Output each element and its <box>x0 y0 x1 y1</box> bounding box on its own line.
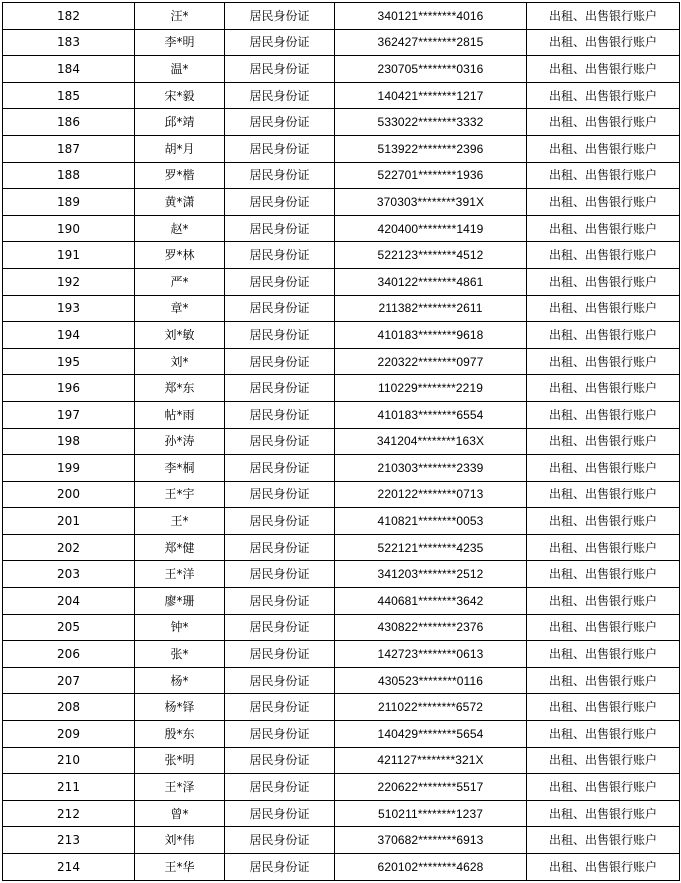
violation-reason: 出租、出售银行账户 <box>527 508 680 535</box>
violation-reason: 出租、出售银行账户 <box>527 800 680 827</box>
id-number: 341204********163X <box>335 428 527 455</box>
document-type: 居民身份证 <box>225 614 335 641</box>
table-row <box>3 348 680 375</box>
row-number: 198 <box>3 428 135 455</box>
violation-reason: 出租、出售银行账户 <box>527 109 680 136</box>
table-row <box>3 401 680 428</box>
person-name: 郑*健 <box>135 534 225 561</box>
document-type: 居民身份证 <box>225 641 335 668</box>
table-row <box>3 721 680 748</box>
id-number: 440681********3642 <box>335 588 527 615</box>
person-name: 曾* <box>135 800 225 827</box>
id-number: 370303********391X <box>335 189 527 216</box>
violation-reason: 出租、出售银行账户 <box>527 455 680 482</box>
row-number: 183 <box>3 29 135 56</box>
row-number: 214 <box>3 854 135 881</box>
document-type: 居民身份证 <box>225 322 335 349</box>
id-number: 140421********1217 <box>335 82 527 109</box>
row-number: 205 <box>3 614 135 641</box>
id-number: 430822********2376 <box>335 614 527 641</box>
person-name: 赵* <box>135 215 225 242</box>
document-type: 居民身份证 <box>225 588 335 615</box>
person-name: 王*宇 <box>135 481 225 508</box>
document-type: 居民身份证 <box>225 428 335 455</box>
table-row <box>3 827 680 854</box>
document-type: 居民身份证 <box>225 295 335 322</box>
violation-reason: 出租、出售银行账户 <box>527 774 680 801</box>
row-number: 199 <box>3 455 135 482</box>
person-name: 刘*敏 <box>135 322 225 349</box>
document-type: 居民身份证 <box>225 667 335 694</box>
row-number: 212 <box>3 800 135 827</box>
document-type: 居民身份证 <box>225 694 335 721</box>
person-name: 黄*潇 <box>135 189 225 216</box>
document-type: 居民身份证 <box>225 29 335 56</box>
person-name: 杨* <box>135 667 225 694</box>
id-number: 340121********4016 <box>335 3 527 30</box>
table-row <box>3 588 680 615</box>
id-number: 110229********2219 <box>335 375 527 402</box>
violation-reason: 出租、出售银行账户 <box>527 667 680 694</box>
id-number: 362427********2815 <box>335 29 527 56</box>
row-number: 209 <box>3 721 135 748</box>
records-table <box>2 2 680 881</box>
violation-reason: 出租、出售银行账户 <box>527 56 680 83</box>
id-number: 420400********1419 <box>335 215 527 242</box>
table-row <box>3 747 680 774</box>
id-number: 510211********1237 <box>335 800 527 827</box>
person-name: 王* <box>135 508 225 535</box>
table-row <box>3 268 680 295</box>
document-type: 居民身份证 <box>225 854 335 881</box>
table-row <box>3 135 680 162</box>
row-number: 182 <box>3 3 135 30</box>
document-type: 居民身份证 <box>225 534 335 561</box>
table-row <box>3 641 680 668</box>
row-number: 184 <box>3 56 135 83</box>
id-number: 421127********321X <box>335 747 527 774</box>
person-name: 王*洋 <box>135 561 225 588</box>
table-row <box>3 614 680 641</box>
id-number: 230705********0316 <box>335 56 527 83</box>
document-type: 居民身份证 <box>225 721 335 748</box>
violation-reason: 出租、出售银行账户 <box>527 215 680 242</box>
id-number: 430523********0116 <box>335 667 527 694</box>
document-type: 居民身份证 <box>225 82 335 109</box>
person-name: 郑*东 <box>135 375 225 402</box>
id-number: 410821********0053 <box>335 508 527 535</box>
person-name: 章* <box>135 295 225 322</box>
row-number: 195 <box>3 348 135 375</box>
id-number: 522701********1936 <box>335 162 527 189</box>
document-type: 居民身份证 <box>225 348 335 375</box>
id-number: 522121********4235 <box>335 534 527 561</box>
table-row <box>3 455 680 482</box>
id-number: 513922********2396 <box>335 135 527 162</box>
table-row <box>3 375 680 402</box>
table-row <box>3 481 680 508</box>
person-name: 杨*铎 <box>135 694 225 721</box>
document-type: 居民身份证 <box>225 561 335 588</box>
row-number: 204 <box>3 588 135 615</box>
row-number: 197 <box>3 401 135 428</box>
document-type: 居民身份证 <box>225 455 335 482</box>
document-type: 居民身份证 <box>225 481 335 508</box>
table-row <box>3 694 680 721</box>
person-name: 严* <box>135 268 225 295</box>
person-name: 王*华 <box>135 854 225 881</box>
id-number: 370682********6913 <box>335 827 527 854</box>
table-row <box>3 428 680 455</box>
violation-reason: 出租、出售银行账户 <box>527 135 680 162</box>
violation-reason: 出租、出售银行账户 <box>527 3 680 30</box>
person-name: 帖*雨 <box>135 401 225 428</box>
person-name: 殷*东 <box>135 721 225 748</box>
violation-reason: 出租、出售银行账户 <box>527 694 680 721</box>
person-name: 汪* <box>135 3 225 30</box>
document-type: 居民身份证 <box>225 800 335 827</box>
row-number: 190 <box>3 215 135 242</box>
document-type: 居民身份证 <box>225 242 335 269</box>
violation-reason: 出租、出售银行账户 <box>527 614 680 641</box>
violation-reason: 出租、出售银行账户 <box>527 481 680 508</box>
document-type: 居民身份证 <box>225 375 335 402</box>
row-number: 186 <box>3 109 135 136</box>
row-number: 189 <box>3 189 135 216</box>
violation-reason: 出租、出售银行账户 <box>527 854 680 881</box>
person-name: 罗*楷 <box>135 162 225 189</box>
violation-reason: 出租、出售银行账户 <box>527 268 680 295</box>
id-number: 142723********0613 <box>335 641 527 668</box>
row-number: 213 <box>3 827 135 854</box>
table-row <box>3 561 680 588</box>
table-row <box>3 242 680 269</box>
row-number: 208 <box>3 694 135 721</box>
row-number: 206 <box>3 641 135 668</box>
id-number: 620102********4628 <box>335 854 527 881</box>
person-name: 王*泽 <box>135 774 225 801</box>
violation-reason: 出租、出售银行账户 <box>527 242 680 269</box>
violation-reason: 出租、出售银行账户 <box>527 428 680 455</box>
row-number: 202 <box>3 534 135 561</box>
row-number: 210 <box>3 747 135 774</box>
row-number: 201 <box>3 508 135 535</box>
document-type: 居民身份证 <box>225 189 335 216</box>
row-number: 203 <box>3 561 135 588</box>
violation-reason: 出租、出售银行账户 <box>527 721 680 748</box>
id-number: 210303********2339 <box>335 455 527 482</box>
table-row <box>3 295 680 322</box>
document-type: 居民身份证 <box>225 774 335 801</box>
document-type: 居民身份证 <box>225 508 335 535</box>
table-row <box>3 82 680 109</box>
id-number: 211382********2611 <box>335 295 527 322</box>
person-name: 宋*毅 <box>135 82 225 109</box>
table-row <box>3 667 680 694</box>
document-type: 居民身份证 <box>225 162 335 189</box>
table-row <box>3 534 680 561</box>
id-number: 410183********9618 <box>335 322 527 349</box>
table-row <box>3 109 680 136</box>
id-number: 410183********6554 <box>335 401 527 428</box>
table-row <box>3 854 680 881</box>
violation-reason: 出租、出售银行账户 <box>527 162 680 189</box>
violation-reason: 出租、出售银行账户 <box>527 375 680 402</box>
table-row <box>3 800 680 827</box>
id-number: 341203********2512 <box>335 561 527 588</box>
table-row <box>3 3 680 30</box>
person-name: 刘*伟 <box>135 827 225 854</box>
violation-reason: 出租、出售银行账户 <box>527 588 680 615</box>
table-row <box>3 189 680 216</box>
id-number: 220122********0713 <box>335 481 527 508</box>
person-name: 钟* <box>135 614 225 641</box>
table-row <box>3 29 680 56</box>
row-number: 193 <box>3 295 135 322</box>
person-name: 罗*林 <box>135 242 225 269</box>
violation-reason: 出租、出售银行账户 <box>527 82 680 109</box>
violation-reason: 出租、出售银行账户 <box>527 534 680 561</box>
person-name: 温* <box>135 56 225 83</box>
table-row <box>3 56 680 83</box>
row-number: 187 <box>3 135 135 162</box>
id-number: 140429********5654 <box>335 721 527 748</box>
document-type: 居民身份证 <box>225 747 335 774</box>
row-number: 192 <box>3 268 135 295</box>
person-name: 刘* <box>135 348 225 375</box>
document-type: 居民身份证 <box>225 215 335 242</box>
person-name: 孙*涛 <box>135 428 225 455</box>
document-type: 居民身份证 <box>225 268 335 295</box>
row-number: 188 <box>3 162 135 189</box>
person-name: 廖*珊 <box>135 588 225 615</box>
violation-reason: 出租、出售银行账户 <box>527 401 680 428</box>
document-type: 居民身份证 <box>225 401 335 428</box>
table-row <box>3 162 680 189</box>
violation-reason: 出租、出售银行账户 <box>527 295 680 322</box>
document-type: 居民身份证 <box>225 56 335 83</box>
violation-reason: 出租、出售银行账户 <box>527 29 680 56</box>
document-type: 居民身份证 <box>225 109 335 136</box>
table-row <box>3 774 680 801</box>
person-name: 李*桐 <box>135 455 225 482</box>
id-number: 211022********6572 <box>335 694 527 721</box>
table-row <box>3 215 680 242</box>
row-number: 207 <box>3 667 135 694</box>
violation-reason: 出租、出售银行账户 <box>527 348 680 375</box>
id-number: 533022********3332 <box>335 109 527 136</box>
id-number: 522123********4512 <box>335 242 527 269</box>
id-number: 340122********4861 <box>335 268 527 295</box>
person-name: 张* <box>135 641 225 668</box>
row-number: 211 <box>3 774 135 801</box>
row-number: 191 <box>3 242 135 269</box>
document-type: 居民身份证 <box>225 3 335 30</box>
document-type: 居民身份证 <box>225 827 335 854</box>
violation-reason: 出租、出售银行账户 <box>527 641 680 668</box>
id-number: 220622********5517 <box>335 774 527 801</box>
person-name: 张*明 <box>135 747 225 774</box>
row-number: 196 <box>3 375 135 402</box>
document-type: 居民身份证 <box>225 135 335 162</box>
row-number: 185 <box>3 82 135 109</box>
violation-reason: 出租、出售银行账户 <box>527 189 680 216</box>
violation-reason: 出租、出售银行账户 <box>527 747 680 774</box>
person-name: 胡*月 <box>135 135 225 162</box>
violation-reason: 出租、出售银行账户 <box>527 561 680 588</box>
person-name: 李*明 <box>135 29 225 56</box>
table-row <box>3 322 680 349</box>
violation-reason: 出租、出售银行账户 <box>527 322 680 349</box>
violation-reason: 出租、出售银行账户 <box>527 827 680 854</box>
table-row <box>3 508 680 535</box>
document-page <box>2 2 679 881</box>
person-name: 邱*靖 <box>135 109 225 136</box>
row-number: 200 <box>3 481 135 508</box>
records-table-body <box>3 3 680 881</box>
row-number: 194 <box>3 322 135 349</box>
id-number: 220322********0977 <box>335 348 527 375</box>
